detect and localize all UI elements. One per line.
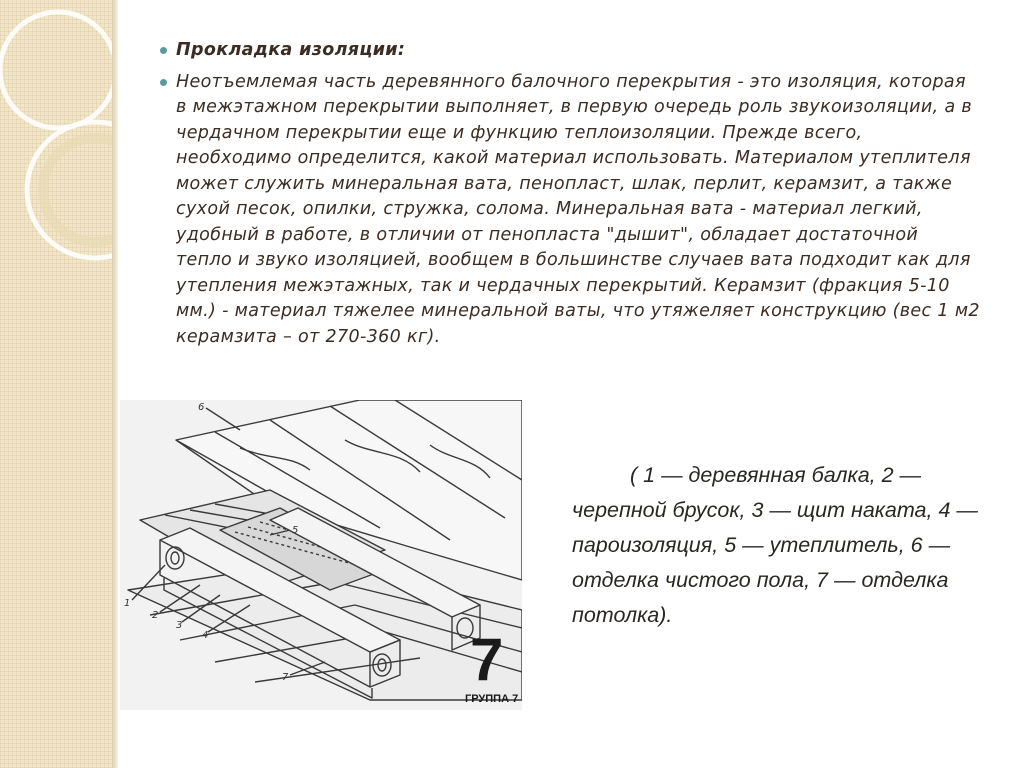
slide-heading: Прокладка изоляции: [176, 40, 406, 60]
decorative-rings [0, 0, 112, 768]
body-text: Неотъемлемая часть деревянного балочного перекрытия - это изоляция, которая в межэтажном перекрытии выполняет, в первую очередь роль звукоизоляции, а в чердачном перекрытии еще и функцию теплоизоляции. Прежде всего, необходимо определится, какой материал использовать. Материалом утеплителя может служить минеральная вата, пенопласт, шлак, перлит, керамзит, а также сухой песок, опилки, стружка, солома. Минеральная вата - материал легкий, удобный в работе, в отличии от пенопласта "дышит", обладает достаточной тепло и звуко изоляцией, вообщем в большинстве случаев вата подходит как для утепления межэтажных, так и чердачных перекрытий. Керамзит (фракция 5-10 мм.) - материал тяжелее минеральной ваты, что утяжеляет конструкцию (вес 1 м2 керамзита – от 270-360 кг). [176, 71, 980, 347]
bullet-dot [160, 47, 167, 54]
floor-structure-svg [120, 400, 522, 710]
body-text-clip [176, 70, 980, 407]
callout-7: 7 [282, 672, 289, 683]
slide-text [160, 38, 980, 413]
callout-2: 2 [152, 610, 159, 621]
side-band-edge [112, 0, 118, 768]
callout-5: 5 [292, 525, 299, 536]
figure-group-label: ГРУППА 7 [465, 693, 519, 705]
callout-6: 6 [198, 402, 205, 413]
callout-4: 4 [202, 630, 209, 641]
figure-number: 7 [470, 626, 504, 693]
callout-3: 3 [176, 620, 183, 631]
floor-structure-drawing [120, 400, 522, 710]
figure-caption: ( 1 — деревянная балка, 2 — черепной брусок, 3 — щит наката, 4 — пароизоляция, 5 — утеплитель, 6 — отделка чистого пола, 7 — отделка потолка). [572, 463, 978, 627]
body-bullet [160, 70, 980, 407]
heading-bullet [160, 38, 980, 64]
decorative-side-band [0, 0, 112, 768]
callout-1: 1 [124, 598, 131, 609]
bullet-dot [160, 79, 167, 86]
